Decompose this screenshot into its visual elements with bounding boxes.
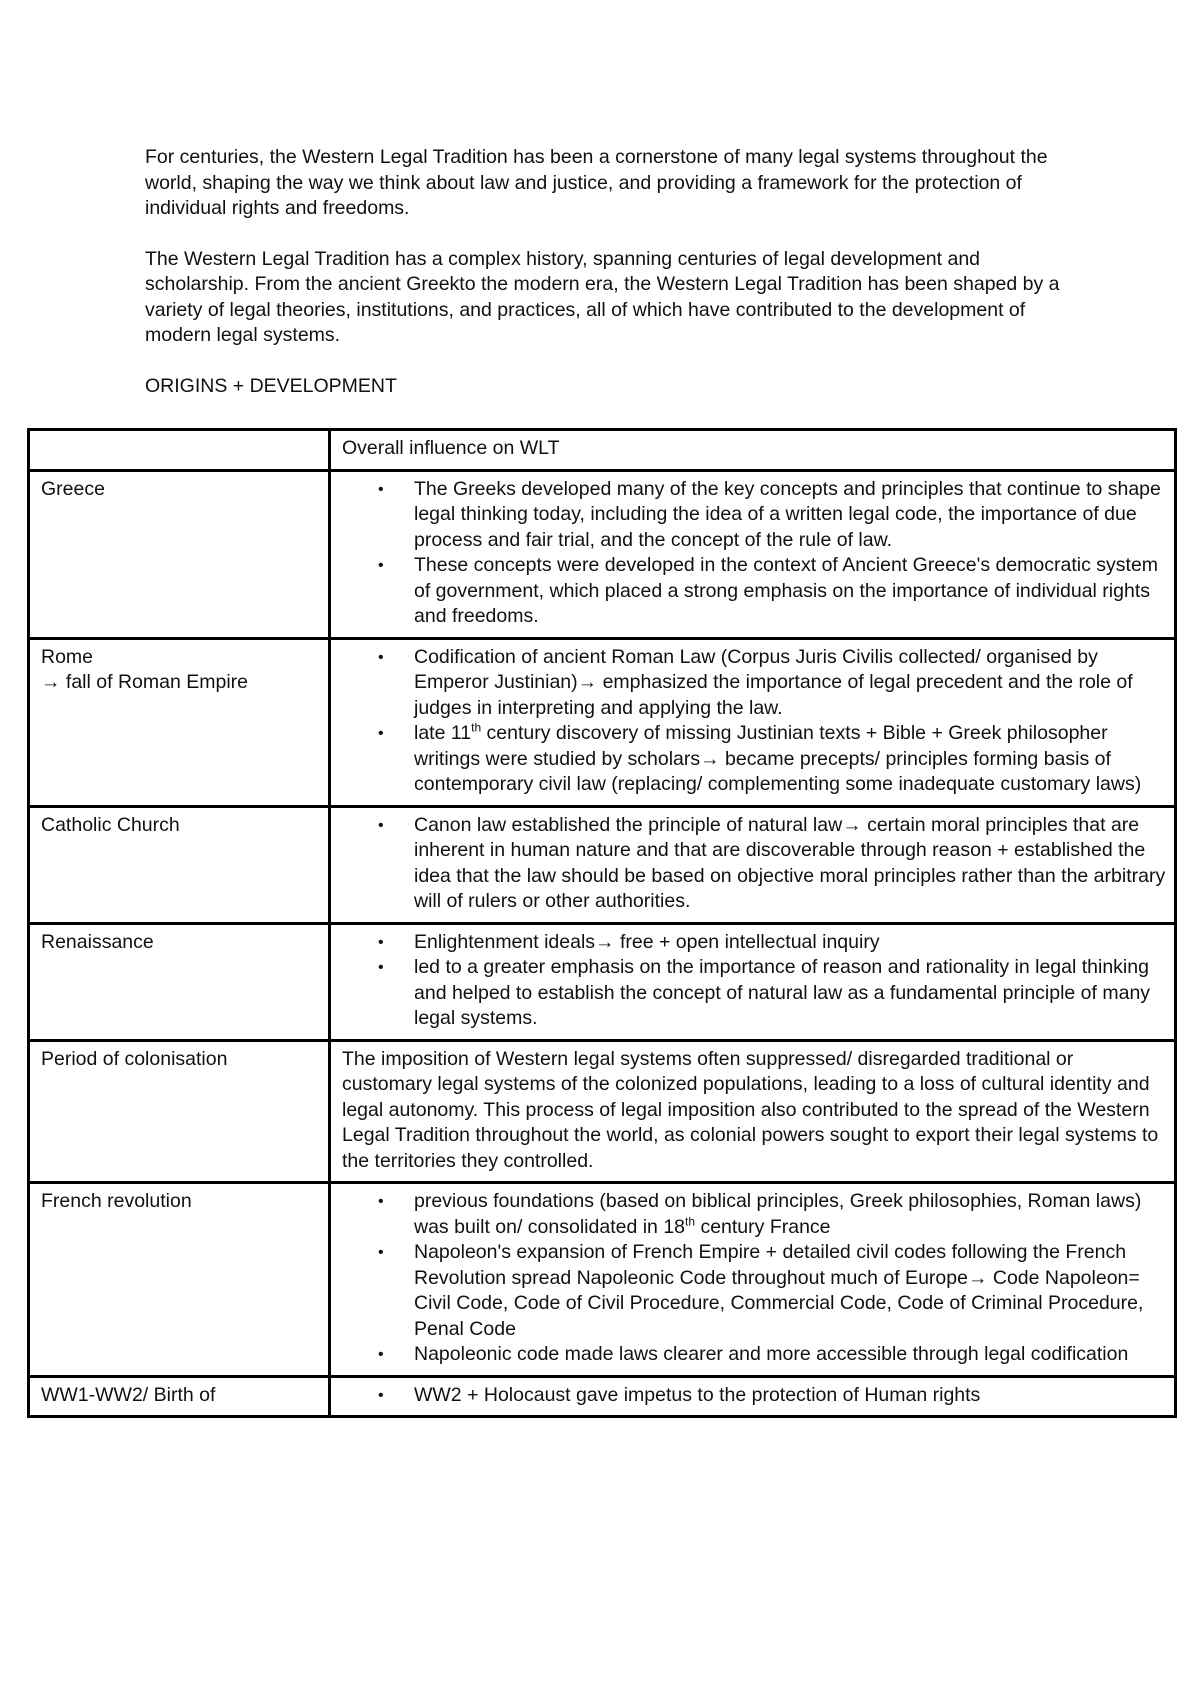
- influence-table: [27, 428, 1177, 1418]
- influence-cell: [330, 806, 1176, 923]
- bullet-list: [342, 645, 1166, 798]
- bullet-text: Canon law established the principle of natural law: [414, 813, 843, 836]
- bullet-list: [342, 477, 1166, 630]
- bullet-text: century discovery of missing Justinian texts + Bible + Greek philosopher writings were studied by scholars: [414, 722, 1108, 770]
- bullet-icon: •: [378, 557, 384, 574]
- header-cell-era: [29, 430, 330, 471]
- superscript: th: [685, 1214, 696, 1228]
- bullet-text: became precepts/ principles forming basis of contemporary civil law (replacing/ complementing some inadequate customary laws): [414, 747, 1142, 795]
- era-label: French revolution: [41, 1190, 192, 1212]
- bullet-text: certain moral principles that are inherent in human nature and that are discoverable through reason + established the idea that the law should be based on objective moral principles rather than the arbitrary will of rulers or other authorities.: [414, 813, 1166, 912]
- bullet-text: previous foundations (based on biblical principles, Greek philosophies, Roman laws) was built on/ consolidated in 18: [414, 1190, 1142, 1238]
- arrow-icon: →: [700, 747, 720, 770]
- era-label: Greece: [41, 477, 105, 500]
- bullet-list: [342, 930, 1166, 1032]
- table-row-renaissance: [29, 923, 1176, 1040]
- bullet-text: Codification of ancient Roman Law (Corpus Juris Civilis collected/ organised by Emperor Justinian): [414, 645, 1098, 693]
- header-cell-influence: Overall influence on WLT: [330, 430, 1176, 471]
- influence-cell: [330, 470, 1176, 638]
- bullet-list: [342, 813, 1166, 915]
- bullet-item: [378, 553, 1166, 630]
- influence-cell: [330, 1183, 1176, 1377]
- bullet-item: [378, 477, 1166, 554]
- arrow-icon: →: [577, 671, 598, 693]
- bullet-text: Napoleon's expansion of French Empire + detailed civil codes following the French Revolution spread Napoleonic Code throughout much of Europe: [414, 1241, 1127, 1289]
- bullet-icon: •: [378, 725, 384, 742]
- intro-section: [145, 145, 1085, 399]
- bullet-item: [378, 1383, 1166, 1409]
- era-cell: [29, 1040, 330, 1183]
- bullet-text: The Greeks developed many of the key concepts and principles that continue to shape legal thinking today, including the idea of a written legal code, the importance of due process and fair trial, and the concept of the rule of law.: [414, 477, 1161, 551]
- bullet-text: century France: [695, 1215, 831, 1238]
- table-row-greece: [29, 470, 1176, 638]
- bullet-list: [342, 1189, 1166, 1368]
- bullet-icon: •: [378, 1346, 384, 1363]
- bullet-item: [378, 1240, 1166, 1342]
- influence-cell: [330, 923, 1176, 1040]
- era-cell: [29, 1376, 330, 1417]
- intro-paragraph-2: The Western Legal Tradition has a complex history, spanning centuries of legal development and scholarship. From the ancient Greekto the modern era, the Western Legal Tradition has been shaped by a variety of legal theories, institutions, and practices, all of which have contributed to the development of modern legal systems.: [145, 247, 1060, 346]
- era-cell: [29, 923, 330, 1040]
- bullet-icon: •: [378, 1386, 384, 1404]
- era-cell: [29, 638, 330, 806]
- bullet-text: emphasized the importance of legal precedent and the role of judges in interpreting and applying the law.: [414, 671, 1133, 719]
- bullet-icon: •: [378, 816, 384, 834]
- table-row-french-revolution: [29, 1183, 1176, 1377]
- section-heading: ORIGINS + DEVELOPMENT: [145, 374, 397, 397]
- era-cell: [29, 806, 330, 923]
- bullet-text: led to a greater emphasis on the importance of reason and rationality in legal thinking and helped to establish the concept of natural law as a fundamental principle of many legal systems.: [414, 956, 1151, 1029]
- influence-cell: The imposition of Western legal systems often suppressed/ disregarded traditional or customary legal systems of the colonized populations, leading to a loss of cultural identity and legal autonomy. This process of legal imposition also contributed to the spread of the Western Legal Tradition throughout the world, as colonial powers sought to export their legal systems to the territories they controlled.: [330, 1040, 1176, 1183]
- era-sublabel: → fall of Roman Empire: [41, 671, 248, 693]
- era-label: Rome: [41, 645, 94, 668]
- bullet-text: Code Napoleon= Civil Code, Code of Civil Procedure, Commercial Code, Code of Criminal Procedure, Penal Code: [414, 1266, 1144, 1340]
- table-row-rome: [29, 638, 1176, 806]
- bullet-text: These concepts were developed in the context of Ancient Greece's democratic system of government, which placed a strong emphasis on the importance of individual rights and freedoms.: [414, 554, 1159, 627]
- intro-paragraph-1: For centuries, the Western Legal Tradition has been a cornerstone of many legal systems throughout the world, shaping the way we think about law and justice, and providing a framework for the protection of individual rights and freedoms.: [145, 146, 1048, 219]
- bullet-text: late 11: [414, 722, 472, 744]
- bullet-icon: •: [378, 480, 384, 498]
- bullet-icon: •: [378, 648, 384, 666]
- bullet-icon: •: [378, 1244, 384, 1261]
- era-label: WW1-WW2/ Birth of: [41, 1383, 216, 1406]
- influence-cell: [330, 638, 1176, 806]
- bullet-list: [342, 1383, 1166, 1409]
- bullet-item: [378, 813, 1166, 915]
- bullet-item: [378, 720, 1166, 798]
- bullet-icon: •: [378, 959, 384, 976]
- superscript: th: [471, 720, 482, 735]
- arrow-icon: →: [967, 1266, 988, 1289]
- bullet-icon: •: [378, 1193, 384, 1210]
- bullet-text: WW2 + Holocaust gave impetus to the protection of Human rights: [414, 1383, 981, 1406]
- table-row-ww: [29, 1376, 1176, 1417]
- bullet-item: [378, 1342, 1166, 1368]
- bullet-item: [378, 930, 1166, 956]
- bullet-text: Napoleonic code made laws clearer and more accessible through legal codification: [414, 1343, 1129, 1365]
- era-label: Renaissance: [41, 930, 154, 953]
- bullet-item: [378, 1189, 1166, 1240]
- era-cell: [29, 470, 330, 638]
- bullet-item: [378, 955, 1166, 1032]
- era-label: Period of colonisation: [41, 1047, 228, 1070]
- table-row-colonisation: [29, 1040, 1176, 1183]
- arrow-icon: →: [842, 813, 862, 836]
- table-row-catholic-church: [29, 806, 1176, 923]
- bullet-icon: •: [378, 933, 384, 951]
- bullet-text: Enlightenment ideals→ free + open intellectual inquiry: [414, 930, 880, 953]
- era-cell: [29, 1183, 330, 1377]
- influence-cell: [330, 1376, 1176, 1417]
- table-header-row: [29, 430, 1176, 471]
- era-label: Catholic Church: [41, 813, 180, 836]
- bullet-item: [378, 645, 1166, 722]
